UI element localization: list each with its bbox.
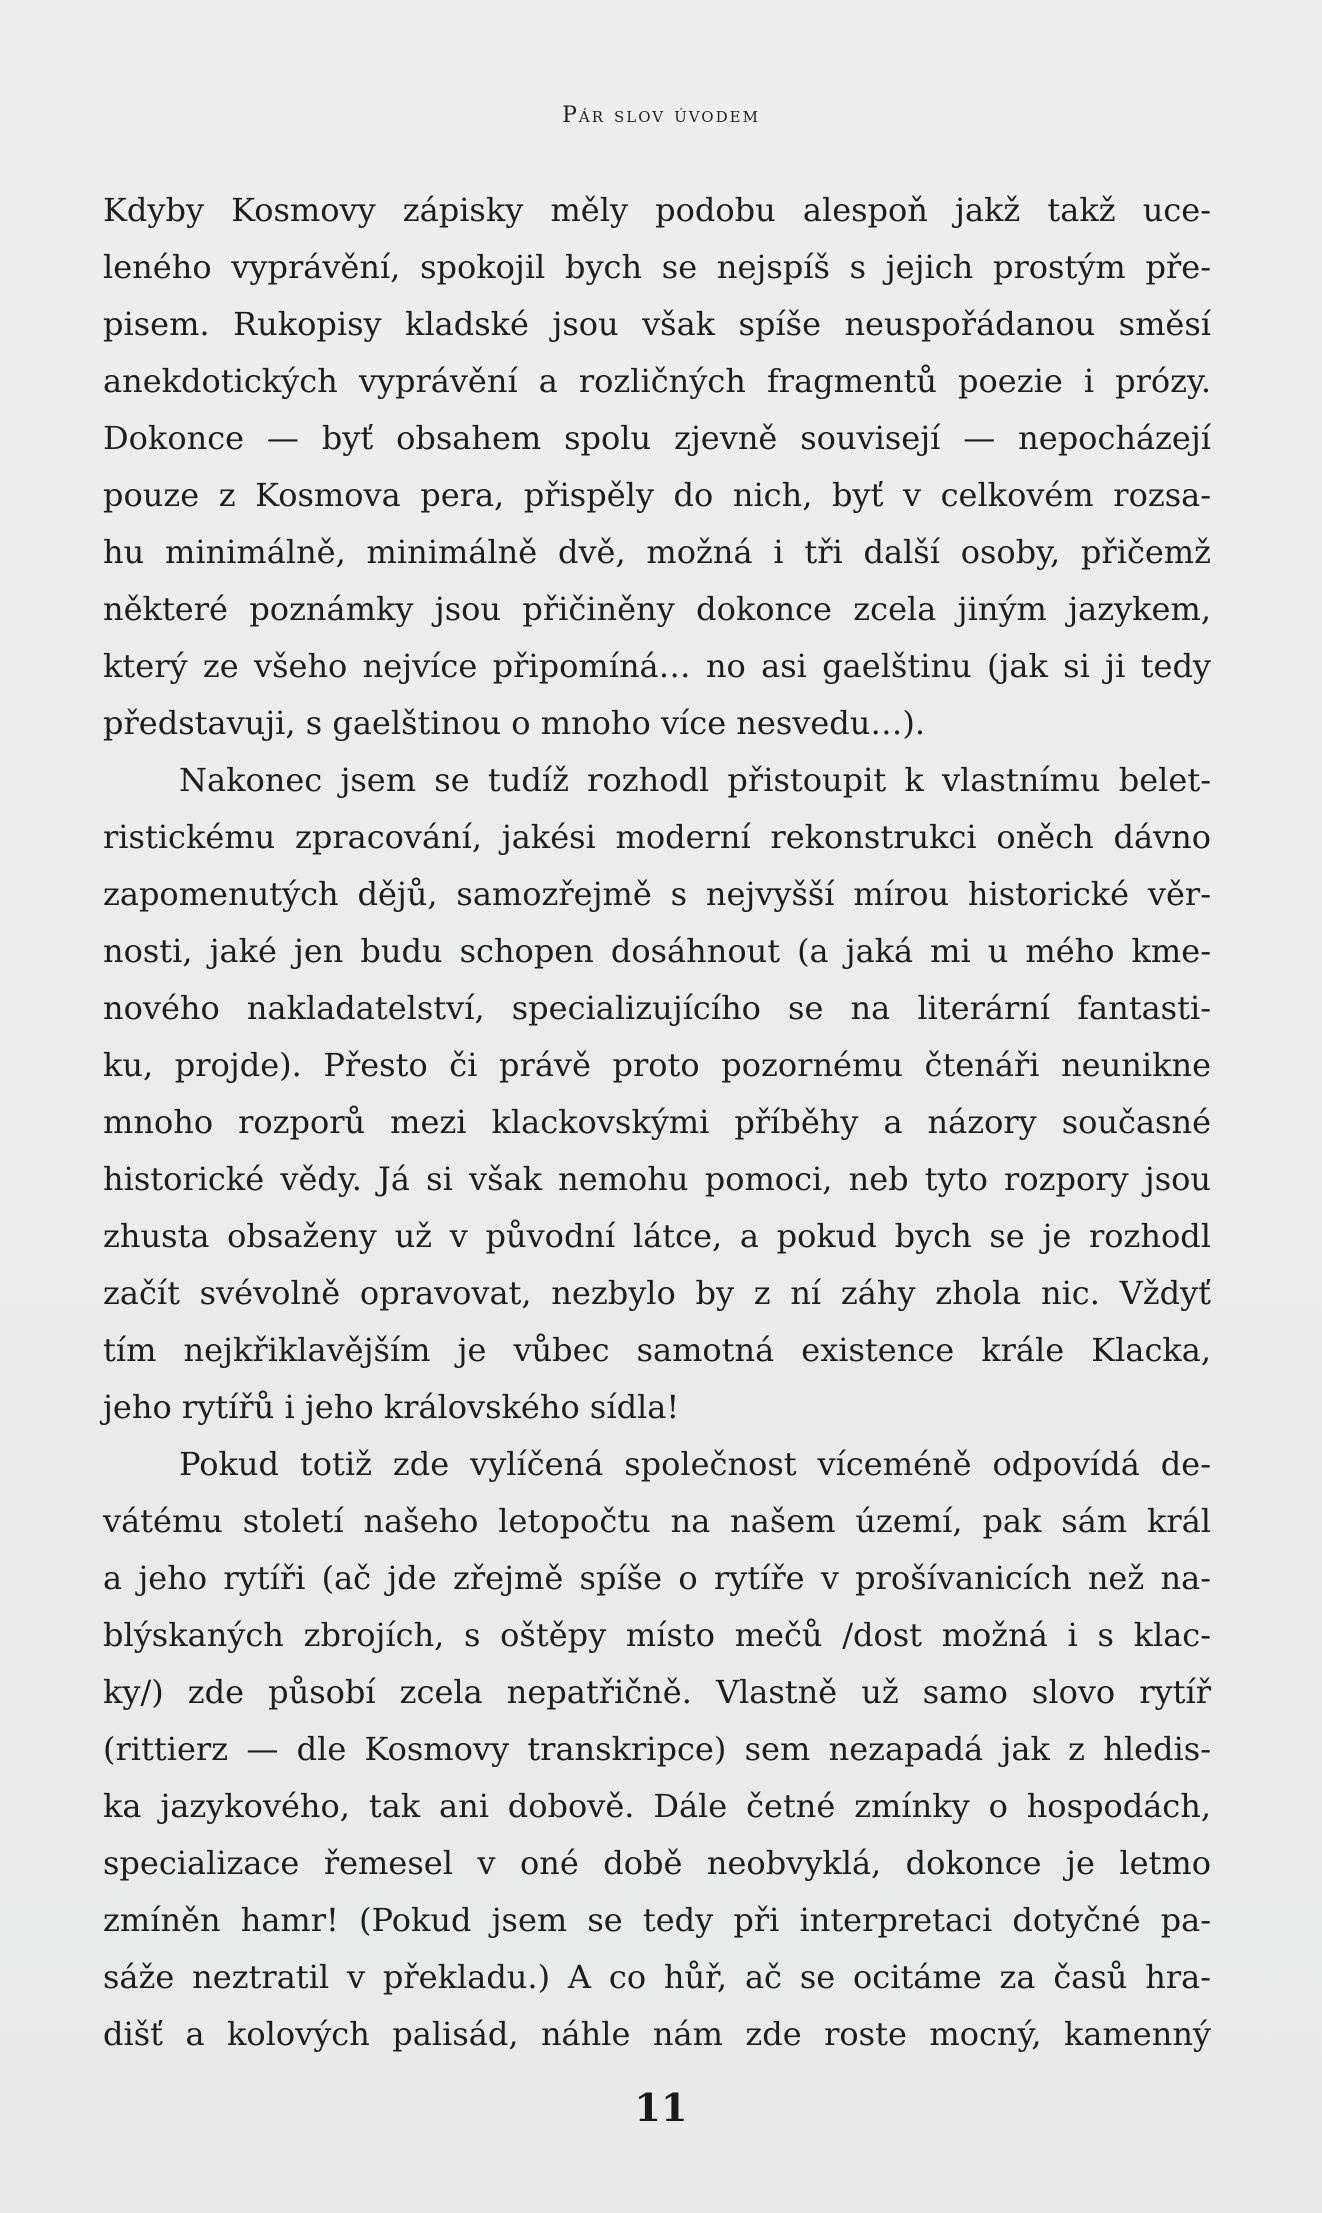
- text-line: hu minimálně, minimálně dvě, možná i tři další osoby, přičemž: [103, 533, 1211, 571]
- text-line: ristickému zpracování, jakési moderní rekonstrukci oněch dávno: [103, 818, 1211, 856]
- text-line: vátému století našeho letopočtu na našem území, pak sám král: [103, 1502, 1211, 1540]
- running-header: Pár slov úvodem: [562, 103, 760, 128]
- text-line: zapomenutých dějů, samozřejmě s nejvyšší mírou historické věr-: [103, 875, 1211, 913]
- text-line: některé poznámky jsou přičiněny dokonce zcela jiným jazykem,: [103, 590, 1211, 628]
- text-line: pisem. Rukopisy kladské jsou však spíše neuspořádanou směsí: [103, 305, 1211, 343]
- text-line: mnoho rozporů mezi klackovskými příběhy a názory současné: [103, 1103, 1211, 1141]
- text-line: zmíněn hamr! (Pokud jsem se tedy při interpretaci dotyčné pa-: [103, 1901, 1211, 1939]
- text-line: historické vědy. Já si však nemohu pomoci, neb tyto rozpory jsou: [103, 1160, 1211, 1198]
- text-line: zhusta obsaženy už v původní látce, a pokud bych se je rozhodl: [103, 1217, 1211, 1255]
- text-line: Pokud totiž zde vylíčená společnost víceméně odpovídá de-: [179, 1445, 1211, 1483]
- text-line: Nakonec jsem se tudíž rozhodl přistoupit k vlastnímu belet-: [179, 761, 1211, 799]
- text-line: který ze všeho nejvíce připomíná… no asi gaelštinu (jak si ji tedy: [103, 647, 1211, 685]
- text-line: ka jazykového, tak ani dobově. Dále četné zmínky o hospodách,: [103, 1787, 1211, 1825]
- text-line: a jeho rytíři (ač jde zřejmě spíše o rytíře v prošívanicích než na-: [103, 1559, 1211, 1597]
- text-line: Dokonce — byť obsahem spolu zjevně souvisejí — nepocházejí: [103, 419, 1211, 457]
- text-line: (rittierz — dle Kosmovy transkripce) sem nezapadá jak z hledis-: [103, 1730, 1211, 1768]
- text-line: anekdotických vyprávění a rozličných fragmentů poezie i prózy.: [103, 362, 1211, 400]
- text-line: Kdyby Kosmovy zápisky měly podobu alespoň jakž takž uce-: [103, 191, 1211, 229]
- text-line: sáže neztratil v překladu.) A co hůř, ač se ocitáme za časů hra-: [103, 1958, 1211, 1996]
- text-line: blýskaných zbrojích, s oštěpy místo mečů /dost možná i s klac-: [103, 1616, 1211, 1654]
- text-line: nosti, jaké jen budu schopen dosáhnout (a jaká mi u mého kme-: [103, 932, 1211, 970]
- text-line: pouze z Kosmova pera, přispěly do nich, byť v celkovém rozsa-: [103, 476, 1211, 514]
- body-text: [103, 182, 1211, 2063]
- text-line: dišť a kolových palisád, náhle nám zde roste mocný, kamenný: [103, 2015, 1211, 2053]
- text-line: leného vyprávění, spokojil bych se nejspíš s jejich prostým pře-: [103, 248, 1211, 286]
- text-line: jeho rytířů i jeho královského sídla!: [103, 1388, 680, 1426]
- text-line: ky/) zde působí zcela nepatřičně. Vlastně už samo slovo rytíř: [103, 1673, 1211, 1711]
- text-line: specializace řemesel v oné době neobvyklá, dokonce je letmo: [103, 1844, 1211, 1882]
- text-line: ku, projde). Přesto či právě proto pozornému čtenáři neunikne: [103, 1046, 1211, 1084]
- text-line: tím nejkřiklavějším je vůbec samotná existence krále Klacka,: [103, 1331, 1211, 1369]
- page-number: 11: [634, 2085, 688, 2130]
- text-line: nového nakladatelství, specializujícího se na literární fantasti-: [103, 989, 1211, 1027]
- text-line: představuji, s gaelštinou o mnoho více nesvedu…).: [103, 704, 926, 742]
- text-line: začít svévolně opravovat, nezbylo by z ní záhy zhola nic. Vždyť: [103, 1274, 1211, 1312]
